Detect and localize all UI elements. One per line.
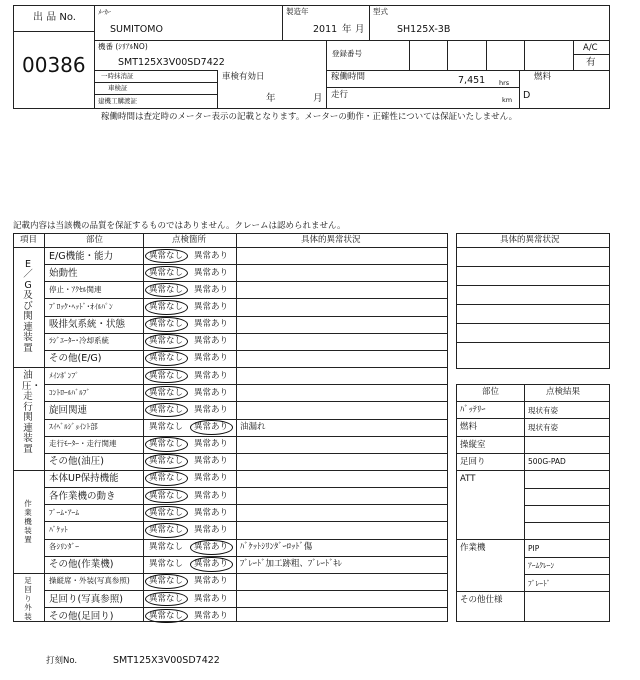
- table-row-abnormal[interactable]: 異常あり: [194, 353, 229, 364]
- table-row-detail: ﾊﾞｹｯﾄｼﾘﾝﾀﾞｰﾛｯﾄﾞ傷: [240, 542, 313, 553]
- header-part: 部位: [86, 235, 104, 245]
- permit-label-3: 建機工購渡証: [98, 97, 137, 105]
- circle-abnormal-mark: [190, 540, 233, 555]
- table-row-part: ｽｲﾍﾞﾙｼﾞｮｲﾝﾄ部: [49, 422, 98, 431]
- table-row-part: 足回り(写真参照): [49, 593, 123, 605]
- group-label: E／G及び関連装置: [23, 258, 33, 354]
- circle-normal-mark: [145, 351, 188, 366]
- table-row-normal[interactable]: 異常なし: [149, 422, 184, 432]
- result-row-value: 現状有姿: [528, 405, 558, 415]
- circle-normal-mark: [145, 454, 188, 469]
- table-row-abnormal[interactable]: 異常あり: [194, 576, 229, 587]
- table-row-abnormal[interactable]: 異常あり: [194, 524, 229, 535]
- table-row-abnormal[interactable]: 異常あり: [194, 593, 229, 604]
- inspection-label: 車検有効日: [222, 72, 265, 82]
- table-row-part: その他(足回り): [49, 610, 114, 622]
- result-header-result: 点検結果: [546, 387, 581, 397]
- circle-abnormal-mark: [190, 557, 233, 572]
- permit-label-2: 車検証: [108, 84, 128, 92]
- table-row-part: ﾗｼﾞｴｰﾀｰ･冷却系統: [49, 336, 109, 346]
- table-row-part: ｺﾝﾄﾛｰﾙﾊﾞﾙﾌﾞ: [49, 387, 91, 397]
- table-row-part: ﾊﾞｹｯﾄ: [49, 524, 68, 534]
- table-row-part: ﾌﾞﾛｯｸ･ﾍｯﾄﾞ･ｵｲﾙﾊﾟﾝ: [49, 301, 113, 311]
- group-label: 足回り外装: [24, 576, 32, 622]
- table-row-normal[interactable]: 異常なし: [149, 610, 184, 621]
- table-row-normal[interactable]: 異常なし: [149, 387, 184, 398]
- table-row-part: E/G機能・能力: [49, 250, 114, 262]
- table-row-part: その他(E/G): [49, 353, 102, 365]
- result-row-label: 足回り: [460, 456, 486, 467]
- table-row-part: 本体UP保持機能: [49, 473, 119, 485]
- header-item: 項目: [20, 235, 38, 245]
- table-row-normal[interactable]: 異常なし: [149, 542, 184, 553]
- year-value: 2011: [313, 24, 338, 35]
- table-row-abnormal[interactable]: 異常あり: [194, 456, 229, 467]
- fuel-value: D: [523, 90, 531, 101]
- result-row-label: ﾊﾞｯﾃﾘｰ: [460, 405, 486, 415]
- circle-normal-mark: [145, 574, 188, 589]
- table-row-part: 吸排気系統・状態: [49, 319, 126, 331]
- circle-normal-mark: [145, 266, 188, 281]
- circle-abnormal-mark: [190, 420, 233, 435]
- table-row-part: 操縦席・外装(写真参照): [49, 576, 130, 586]
- result-row-value: PIP: [528, 543, 540, 553]
- group-label: 油圧・走行関連装置: [22, 370, 42, 455]
- result-row-label: 操縦室: [460, 439, 486, 450]
- hours-note: 稼働時間は査定時のメーター表示の記載となります。メーターの動作・正確性については保証いたしません。: [101, 112, 518, 122]
- table-row-normal[interactable]: 異常なし: [149, 576, 184, 587]
- table-row-part: 旋回関連: [49, 404, 88, 416]
- table-row-normal[interactable]: 異常なし: [149, 507, 184, 518]
- header-check: 点検箇所: [172, 235, 207, 245]
- table-row-abnormal[interactable]: 異常あり: [194, 319, 229, 330]
- circle-normal-mark: [145, 471, 188, 486]
- right-detail-box: [456, 233, 610, 369]
- hours-label: 稼働時間: [331, 72, 366, 82]
- table-row-abnormal[interactable]: 異常あり: [194, 370, 229, 381]
- table-row-abnormal[interactable]: 異常あり: [194, 336, 229, 347]
- km-label: 走行: [331, 90, 349, 100]
- table-row-part: 各作業機の動き: [49, 490, 116, 502]
- result-row-value: ﾌﾞﾚｰﾄﾞ: [528, 578, 551, 588]
- footer-value: SMT125X3V00SD7422: [113, 655, 220, 666]
- fuel-label: 燃料: [534, 72, 552, 82]
- table-row-abnormal[interactable]: 異常あり: [194, 250, 229, 261]
- right-detail-header: 具体的異常状況: [500, 235, 560, 245]
- ac-label: A/C: [583, 43, 598, 53]
- table-row-abnormal[interactable]: 異常あり: [194, 387, 229, 398]
- result-header-part: 部位: [482, 387, 500, 397]
- table-row-abnormal[interactable]: 異常あり: [194, 610, 229, 621]
- circle-normal-mark: [145, 592, 188, 607]
- hours-unit: hrs: [499, 79, 510, 87]
- table-row-abnormal[interactable]: 異常あり: [194, 439, 229, 450]
- table-row-normal[interactable]: 異常なし: [149, 559, 184, 570]
- km-unit: km: [502, 96, 513, 104]
- table-row-part: ﾌﾞｰﾑ･ｱｰﾑ: [49, 507, 79, 517]
- circle-normal-mark: [145, 609, 188, 624]
- table-row-part: ﾒｲﾝﾎﾟﾝﾌﾟ: [49, 370, 79, 380]
- lot-label: 出 品 No.: [33, 12, 76, 23]
- group-label: 作業機装置: [24, 498, 32, 544]
- circle-normal-mark: [145, 369, 188, 384]
- table-row-abnormal[interactable]: 異常あり: [194, 507, 229, 518]
- table-row-part: 走行ﾓｰﾀｰ・走行関連: [49, 439, 117, 449]
- table-row-normal[interactable]: 異常なし: [149, 439, 184, 450]
- result-row-label: 作業機: [460, 543, 486, 554]
- disclaimer: 記載内容は当該機の品質を保証するものではありません。クレームは認められません。: [13, 221, 346, 231]
- table-row-abnormal[interactable]: 異常あり: [194, 284, 229, 295]
- table-row-normal[interactable]: 異常なし: [149, 490, 184, 501]
- table-row-normal[interactable]: 異常なし: [149, 336, 184, 347]
- table-row-normal[interactable]: 異常なし: [149, 319, 184, 330]
- header-detail: 具体的異常状況: [301, 235, 361, 245]
- inspection-year-unit: 年: [266, 93, 276, 104]
- table-row-normal[interactable]: 異常なし: [149, 524, 184, 535]
- circle-normal-mark: [145, 489, 188, 504]
- result-row-label: その他仕様: [460, 595, 503, 606]
- hours-value: 7,451: [458, 75, 486, 86]
- circle-normal-mark: [145, 300, 188, 315]
- table-row-part: 停止・ｱｸｾﾙ関連: [49, 284, 102, 294]
- maker-label: ﾒｰｶｰ: [98, 8, 111, 16]
- table-row-abnormal[interactable]: 異常あり: [194, 490, 229, 501]
- circle-normal-mark: [145, 317, 188, 332]
- table-row-abnormal[interactable]: 異常あり: [194, 473, 229, 484]
- table-row-part: 各ｼﾘﾝﾀﾞｰ: [49, 542, 79, 552]
- month-unit: 月: [355, 24, 365, 35]
- result-row-label: 燃料: [460, 422, 478, 433]
- result-row-value: 現状有姿: [528, 422, 558, 432]
- table-row-normal[interactable]: 異常なし: [149, 267, 184, 278]
- table-row-abnormal[interactable]: 異常あり: [194, 542, 229, 553]
- table-row-abnormal[interactable]: 異常あり: [194, 301, 229, 312]
- year-label: 製造年: [286, 7, 309, 16]
- table-row-abnormal[interactable]: 異常あり: [194, 422, 229, 432]
- table-row-normal[interactable]: 異常なし: [149, 284, 184, 295]
- table-row-part: その他(油圧): [49, 456, 104, 468]
- table-row-normal[interactable]: 異常なし: [149, 353, 184, 364]
- table-row-part: その他(作業機): [49, 559, 114, 571]
- table-row-abnormal[interactable]: 異常あり: [194, 404, 229, 415]
- inspection-month-unit: 月: [313, 93, 323, 104]
- result-row-value: ｱｰﾑｸﾚｰﾝ: [528, 561, 555, 571]
- maker-value: SUMITOMO: [110, 24, 163, 35]
- table-row-normal[interactable]: 異常なし: [149, 404, 184, 415]
- table-row-normal[interactable]: 異常なし: [149, 456, 184, 467]
- result-row-value: 500G-PAD: [528, 457, 566, 467]
- registration-label: 登録番号: [332, 49, 362, 58]
- table-row-normal[interactable]: 異常なし: [149, 593, 184, 604]
- table-row-detail: ﾌﾞﾚｰﾄﾞ加工跡粗、ﾌﾞﾚｰﾄﾞｷﾚ: [240, 559, 343, 570]
- serial-label: 機番 (ｼﾘｱﾙNO): [98, 42, 148, 51]
- permit-label-1: 一時抹消証: [101, 72, 134, 80]
- result-row-label: ATT: [460, 474, 476, 485]
- ac-value: 有: [586, 57, 596, 68]
- table-row-part: 始動性: [49, 267, 78, 279]
- year-unit: 年: [342, 24, 352, 35]
- table-row-normal[interactable]: 異常なし: [149, 250, 184, 261]
- circle-normal-mark: [145, 334, 188, 349]
- circle-normal-mark: [145, 437, 188, 452]
- lot-number: 00386: [22, 53, 86, 77]
- serial-value: SMT125X3V00SD7422: [118, 57, 225, 68]
- table-row-abnormal[interactable]: 異常あり: [194, 559, 229, 570]
- footer-label: 打刻No.: [46, 656, 78, 666]
- circle-normal-mark: [145, 523, 188, 538]
- model-label: 型式: [373, 7, 388, 16]
- table-row-normal[interactable]: 異常なし: [149, 301, 184, 312]
- table-row-normal[interactable]: 異常なし: [149, 473, 184, 484]
- table-row-detail: 油漏れ: [240, 422, 266, 432]
- table-row-normal[interactable]: 異常なし: [149, 370, 184, 381]
- model-value: SH125X-3B: [397, 24, 451, 35]
- table-row-abnormal[interactable]: 異常あり: [194, 267, 229, 278]
- circle-normal-mark: [145, 249, 188, 264]
